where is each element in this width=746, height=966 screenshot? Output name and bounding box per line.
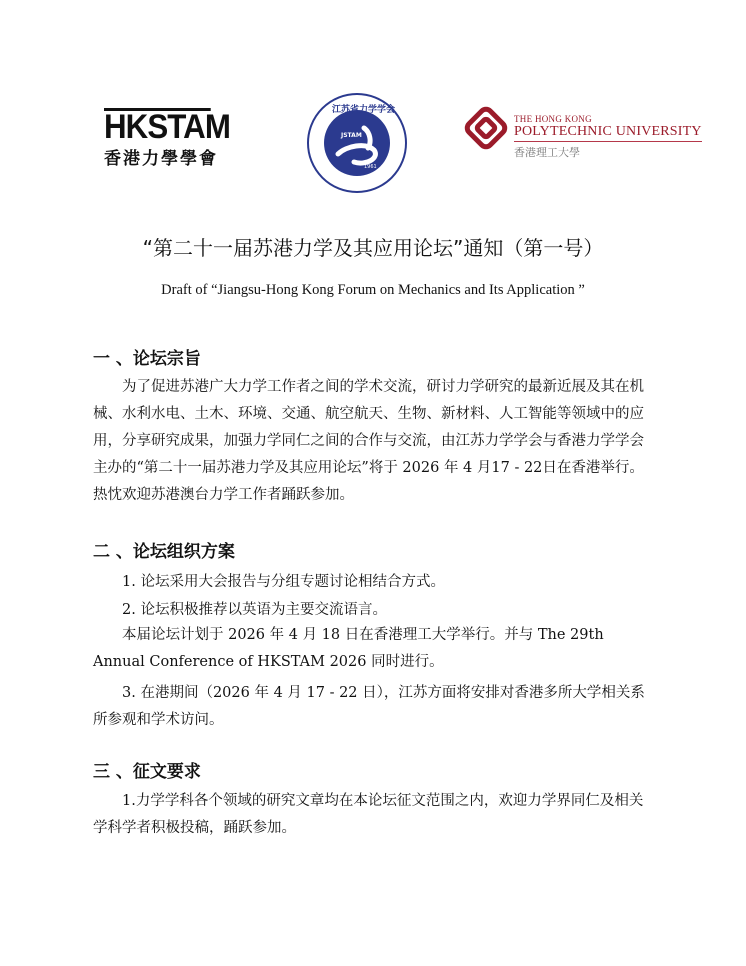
- document-subtitle: Draft of “Jiangsu-Hong Kong Forum on Mechanics and Its Application ”: [161, 282, 585, 298]
- polyu-logo: [462, 104, 702, 160]
- svg-text:JSTAM: JSTAM: [341, 132, 362, 139]
- polyu-emblem-icon: [462, 104, 510, 152]
- polyu-line3: 香港理工大學: [514, 146, 580, 159]
- polyu-line1: THE HONG KONG: [514, 114, 592, 124]
- hkstam-logo-text: HKSTAM: [104, 108, 230, 146]
- polyu-line2: POLYTECHNIC UNIVERSITY: [514, 124, 702, 142]
- hkstam-logo: [104, 108, 230, 169]
- document-title: “第二十一届苏港力学及其应用论坛”通知（第一号）: [142, 236, 604, 260]
- svg-text:1961: 1961: [364, 164, 377, 170]
- section-1-paragraph: 为了促进苏港广大力学工作者之间的学术交流，研讨力学研究的最新近展及其在机械、水利水电、土木、环境、交通、航空航天、生物、新材料、人工智能等领域中的应用，分享研究成果，加强力学同仁之间的合作与交流，由江苏力学学会与香港力学学会主办的“第二十一届苏港力学及其应用论坛”将于 2026 年 4 月17 - 22日在香港举行。热忱欢迎苏港澳台力学工作者踊跃参加。: [93, 379, 644, 503]
- section-2-paragraph: 本届论坛计划于 2026 年 4 月 18 日在香港理工大学举行。并与 The 29th Annual Conference of HKSTAM 2026 同时进行。: [93, 627, 604, 670]
- section-3-paragraph: 1.力学学科各个领域的研究文章均在本论坛征文范围之内，欢迎力学界同仁及相关学科学者积极投稿，踊跃参加。: [93, 793, 644, 836]
- jstam-logo: [306, 92, 408, 194]
- section-2-item-1: 1. 论坛采用大会报告与分组专题讨论相结合方式。: [122, 574, 445, 590]
- section-heading-3: 三 、征文要求: [93, 762, 201, 782]
- section-heading-1: 一 、论坛宗旨: [93, 349, 201, 369]
- section-2-item-2: 2. 论坛积极推荐以英语为主要交流语言。: [122, 602, 387, 618]
- section-heading-2: 二 、论坛组织方案: [93, 542, 235, 562]
- svg-text:江苏省力学学会: 江苏省力学学会: [332, 105, 396, 115]
- logo-bar: [0, 90, 746, 200]
- hkstam-logo-chinese: 香港力學學會: [104, 149, 218, 169]
- section-2-item-3: 3. 在港期间（2026 年 4 月 17 - 22 日），江苏方面将安排对香港多所大学相关系所参观和学术访问。: [93, 685, 645, 728]
